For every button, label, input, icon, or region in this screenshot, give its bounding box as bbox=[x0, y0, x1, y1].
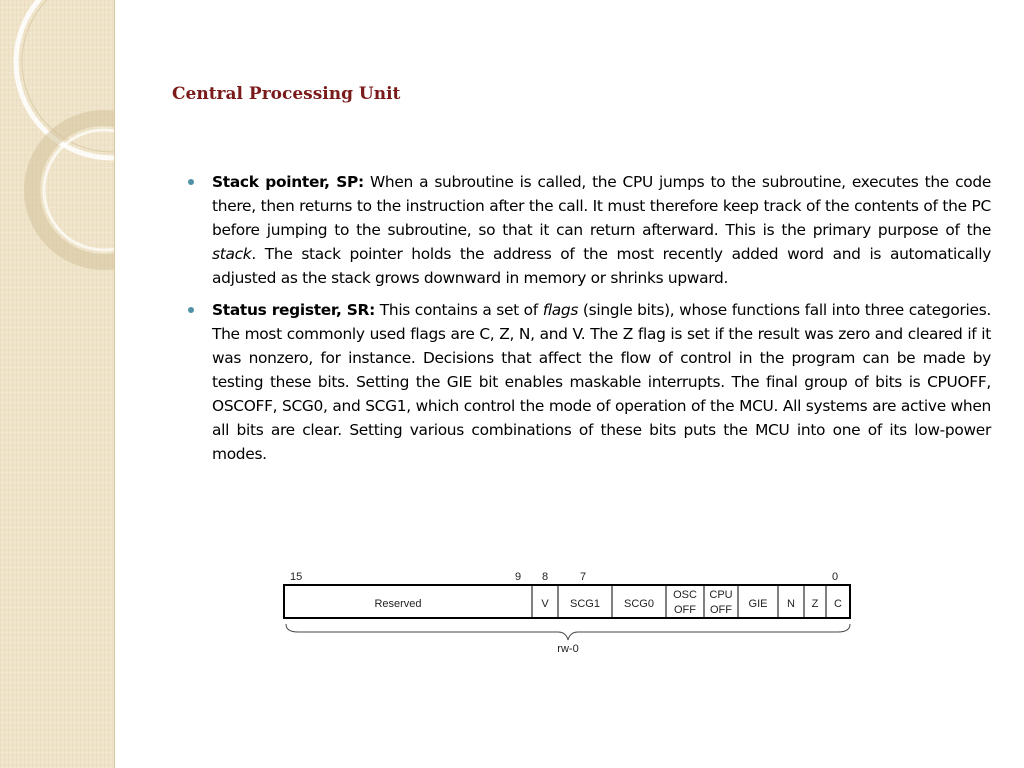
status-register-diagram bbox=[278, 566, 858, 656]
bullet-stack-pointer bbox=[212, 170, 991, 290]
bit-number-15: 15 bbox=[290, 571, 303, 583]
bit-number-7: 7 bbox=[580, 571, 587, 583]
bit-number-0: 0 bbox=[832, 571, 839, 583]
field-z: Z bbox=[811, 598, 819, 610]
decorative-circles bbox=[0, 0, 114, 768]
bullet-list bbox=[212, 170, 991, 474]
bullet-marker-icon bbox=[188, 179, 194, 185]
field-scg0: SCG0 bbox=[624, 598, 654, 610]
bullet-text: (single bits), whose functions fall into three categories. The most commonly used flags are C, Z, N, and V. The Z flag is set if the result was zero and cleared if it was nonzero, for instance. Decisions that affect the flow of control in the program can be made by testing these bits. Setting the GIE bit enables maskable interrupts. The final group of bits is CPUOFF, OSCOFF, SCG0, and SCG1, which control the mode of operation of the MCU. All systems are active when all bits are clear. Setting various combinations of these bits puts the MCU into one of its low-power modes. bbox=[212, 301, 992, 463]
bullet-term: Stack pointer, SP: bbox=[212, 173, 364, 191]
field-gie: GIE bbox=[748, 598, 768, 610]
field-cpuoff-line1: CPU bbox=[709, 589, 733, 601]
register-brace bbox=[286, 624, 850, 640]
bit-number-8: 8 bbox=[542, 571, 549, 583]
bit-number-9: 9 bbox=[515, 571, 522, 583]
bullet-text: . The stack pointer holds the address of the most recently added word and is automatically adjusted as the stack grows downward in memory or shrinks upward. bbox=[212, 245, 991, 287]
field-oscoff-line2: OFF bbox=[674, 604, 696, 616]
bullet-text: When a subroutine is called, the CPU jumps to the subroutine, executes the code there, then returns to the instruction after the call. It must therefore keep track of the contents of the PC before jumping to the subroutine, so that it can return afterward. This is the primary purpose of the bbox=[212, 173, 991, 239]
field-scg1: SCG1 bbox=[570, 598, 600, 610]
slide-title: Central Processing Unit bbox=[172, 84, 401, 104]
field-n: N bbox=[787, 598, 795, 610]
field-cpuoff-line2: OFF bbox=[710, 604, 732, 616]
bullet-emphasis: flags bbox=[542, 301, 579, 319]
reset-value-label: rw-0 bbox=[557, 643, 579, 655]
bullet-status-register bbox=[212, 298, 991, 466]
field-oscoff-line1: OSC bbox=[673, 589, 697, 601]
field-v: V bbox=[541, 598, 549, 610]
decorative-sidebar bbox=[0, 0, 115, 768]
field-reserved: Reserved bbox=[374, 598, 422, 610]
bullet-emphasis: stack bbox=[212, 245, 252, 263]
bullet-text: This contains a set of bbox=[374, 301, 543, 319]
bullet-marker-icon bbox=[188, 307, 194, 313]
bullet-term: Status register, SR: bbox=[212, 301, 375, 319]
field-c: C bbox=[834, 598, 842, 610]
